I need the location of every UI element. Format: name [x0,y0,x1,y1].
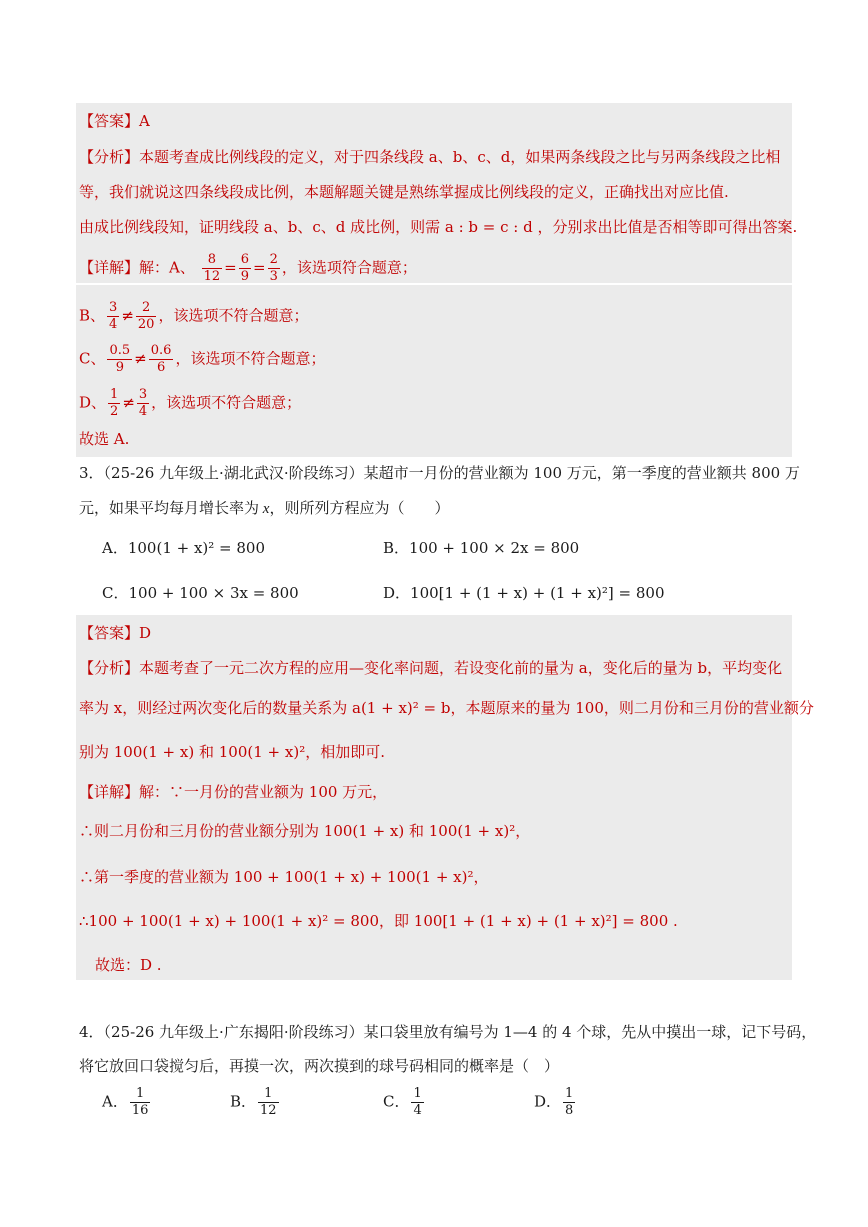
q4-option-d-label: D． [534,1092,562,1111]
q4-option-b-frac [258,1086,279,1119]
q2-d-prefix: D、 [79,393,107,412]
q3-analysis-line-1: 【分析】本题考查了一元二次方程的应用—变化率问题，若设变化前的量为 a，变化后的量为 b，平均变化 [79,659,783,677]
q2-detail-d: D、 $\frac{1}{2}$ ≠ $\frac{3}{4}$ ，该选项不符合题意； [79,387,302,419]
q3-answer: 【答案】D [79,624,152,642]
q2-detail-a: 【详解】解：A、 $\frac{8}{12}$ = $\frac{6}{9}$ = $\frac{2}{3}$ ，该选项符合题意； [79,252,417,284]
q4-stem-line-2: 将它放回口袋搅匀后，再摸一次，两次摸到的球号码相同的概率是（ ） [79,1057,560,1075]
q2-answer: 【答案】A [79,112,150,130]
q2-b-prefix: B、 [79,306,106,325]
q4-stem-line-1: 4．（25-26 九年级上·广东揭阳·阶段练习）某口袋里放有编号为 1—4 的 4 个球，先从中摸出一球，记下号码， [79,1023,817,1041]
q4-option-a-frac [130,1086,151,1119]
q4-option-a-label: A． [102,1092,128,1111]
q2-analysis-line-2: 等，我们就说这四条线段成比例，本题解题关键是熟练掌握成比例线段的定义，正确找出对应比值. [79,183,729,201]
q2-b-suffix: ，该选项不符合题意； [158,306,309,325]
q2-frac-1-2: $\frac{1}{2}$ [110,387,119,419]
q4-option-a[interactable] [102,1086,152,1119]
q2-d-suffix: ，该选项不符合题意； [151,393,302,412]
q3-option-d[interactable]: D．100[1 + (1 + x) + (1 + x)²] = 800 [383,584,665,602]
q4-option-b-label: B． [230,1092,257,1111]
q4-c-den: 4 [413,1103,422,1118]
q3-detail-line-1: 【详解】解：∵一月份的营业额为 100 万元， [79,783,388,801]
q3-detail-line-2: ∴则二月份和三月份的营业额分别为 100(1 + x) 和 100(1 + x)²， [79,822,531,840]
q4-d-num: 1 [565,1086,574,1101]
q2-frac-05-9: $\frac{0.5}{9}$ [109,343,131,375]
q3-stem-line-2: 元，如果平均每月增长率为 x，则所列方程应为（ ） [79,499,450,517]
q4-a-den: 16 [131,1103,149,1118]
q2-conclusion: 故选 A. [79,430,130,448]
q2-frac-6-9: $\frac{6}{9}$ [240,252,250,284]
q4-option-d-frac [563,1086,575,1119]
q3-option-c[interactable]: C．100 + 100 × 3x = 800 [102,584,299,602]
q2-detail-a-suffix: ，该选项符合题意； [281,258,417,277]
q2-frac-3-4b: $\frac{3}{4}$ [138,387,148,419]
q2-detail-prefix: 【详解】解：A、 [79,258,195,277]
q3-stem-line-1: 3．（25-26 九年级上·湖北武汉·阶段练习）某超市一月份的营业额为 100 万元，第一季度的营业额共 800 万 [79,464,800,482]
q2-frac-8-12: $\frac{8}{12}$ [203,252,221,284]
q3-conclusion: 故选：D . [95,956,162,974]
q4-d-den: 8 [565,1103,574,1118]
q3-stem-2a: 元，如果平均每月增长率为 [79,499,260,517]
q4-option-c-frac [411,1086,423,1119]
q2-frac-3-4: $\frac{3}{4}$ [109,300,118,332]
q4-option-b[interactable] [230,1086,281,1119]
q3-analysis-line-3: 别为 100(1 + x) 和 100(1 + x)²，相加即可. [79,743,385,761]
q2-frac-2-20: $\frac{2}{20}$ [137,300,155,332]
q3-detail-line-4: ∴100 + 100(1 + x) + 100(1 + x)² = 800，即 100[1 + (1 + x) + (1 + x)²] = 800 . [79,912,678,930]
q4-option-d[interactable] [534,1086,577,1119]
q3-detail-line-3: ∴第一季度的营业额为 100 + 100(1 + x) + 100(1 + x)²， [79,868,489,886]
q2-detail-b: B、 $\frac{3}{4}$ ≠ $\frac{2}{20}$ ，该选项不符合题意； [79,300,309,332]
q2-c-suffix: ，该选项不符合题意； [175,349,326,368]
q2-detail-c: C、 $\frac{0.5}{9}$ ≠ $\frac{0.6}{6}$ ，该选项不符合题意； [79,343,326,375]
q4-c-num: 1 [413,1086,422,1101]
q3-option-b[interactable]: B．100 + 100 × 2x = 800 [383,539,580,557]
q2-analysis-line-1: 【分析】本题考查成比例线段的定义，对于四条线段 a、b、c、d，如果两条线段之比与另两条线段之比相 [79,148,781,166]
q2-frac-06-6: $\frac{0.6}{6}$ [150,343,172,375]
q3-stem-2b: ，则所列方程应为（ ） [269,499,450,517]
q3-analysis-line-2: 率为 x，则经过两次变化后的数量关系为 a(1 + x)² = b，本题原来的量为 100，则二月份和三月份的营业额分 [79,699,814,717]
q3-option-a[interactable]: A．100(1 + x)² = 800 [102,539,266,557]
q4-b-num: 1 [258,1086,279,1103]
q2-c-prefix: C、 [79,349,106,368]
q2-frac-2-3: $\frac{2}{3}$ [269,252,278,284]
q2-analysis-line-3: 由成比例线段知，证明线段 a、b、c、d 成比例，则需 a : b = c : d ，分别求出比值是否相等即可得出答案. [79,218,798,236]
q4-option-c[interactable] [383,1086,426,1119]
q4-option-c-label: C． [383,1092,410,1111]
q4-b-den: 12 [260,1103,277,1118]
q4-a-num: 1 [130,1086,151,1103]
